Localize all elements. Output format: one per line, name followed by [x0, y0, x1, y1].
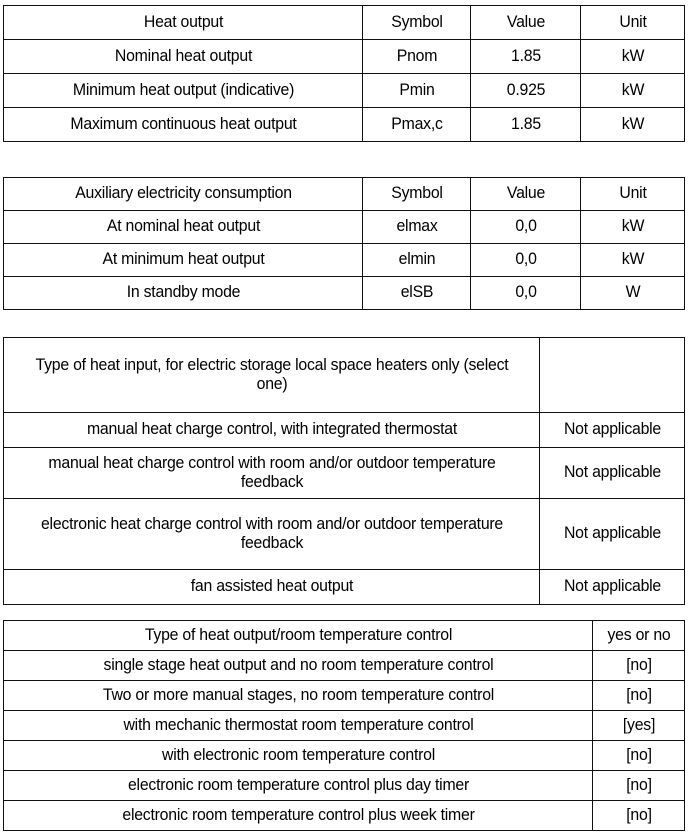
table-header-row: [4, 338, 685, 413]
row-answer: Not applicable: [542, 570, 681, 605]
auxiliary-electricity-table: [3, 177, 685, 310]
header-cell-yes-or-no: yes or no: [594, 621, 682, 651]
table-row: [4, 244, 685, 277]
row-label: single stage heat output and no room temperature control: [15, 651, 580, 681]
row-label: Minimum heat output (indicative): [11, 74, 356, 108]
row-label: fan assisted heat output: [14, 570, 529, 605]
row-label: Nominal heat output: [11, 40, 356, 74]
header-cell-symbol: Symbol: [365, 178, 469, 211]
table-row: [4, 211, 685, 244]
row-label: manual heat charge control, with integrated thermostat: [14, 413, 529, 448]
table-row: [4, 711, 685, 741]
row-label: with electronic room temperature control: [15, 741, 580, 771]
row-value: 1.85: [473, 40, 579, 74]
row-answer: [no]: [594, 771, 682, 801]
row-answer: [no]: [594, 651, 682, 681]
table-header-row: [4, 6, 685, 40]
table-row: [4, 570, 685, 605]
row-unit: kW: [583, 40, 683, 74]
header-cell-control-type: Type of heat output/room temperature control: [15, 621, 580, 651]
table-row: [4, 74, 685, 108]
row-answer: Not applicable: [542, 448, 681, 499]
row-answer: Not applicable: [542, 499, 681, 570]
header-cell-unit: Unit: [583, 178, 683, 211]
row-symbol: Pnom: [365, 40, 469, 74]
row-unit: W: [583, 277, 683, 310]
row-value: 0,0: [473, 244, 579, 277]
table-row: [4, 40, 685, 74]
row-symbol: Pmin: [365, 74, 469, 108]
row-label: At nominal heat output: [11, 211, 356, 244]
row-symbol: elSB: [365, 277, 469, 310]
table-row: [4, 277, 685, 310]
row-value: 0.925: [473, 74, 579, 108]
header-cell-unit: Unit: [583, 6, 683, 40]
row-symbol: Pmax,c: [365, 108, 469, 142]
row-label: electronic room temperature control plus week timer: [15, 801, 580, 831]
row-label: manual heat charge control with room and/or outdoor temperature feedback: [14, 448, 529, 499]
row-label: In standby mode: [11, 277, 356, 310]
row-label: Two or more manual stages, no room temperature control: [15, 681, 580, 711]
row-unit: kW: [583, 211, 683, 244]
table-row: [4, 499, 685, 570]
table-row: [4, 413, 685, 448]
row-answer: Not applicable: [542, 413, 681, 448]
header-cell-heat-input: Type of heat input, for electric storage local space heaters only (select one): [14, 338, 529, 413]
row-label: electronic room temperature control plus day timer: [15, 771, 580, 801]
header-cell-value: Value: [473, 6, 579, 40]
row-unit: kW: [583, 74, 683, 108]
row-unit: kW: [583, 244, 683, 277]
row-value: 1.85: [473, 108, 579, 142]
heat-output-table: [3, 5, 685, 142]
table-row: [4, 681, 685, 711]
table-row: [4, 771, 685, 801]
table-row: [4, 741, 685, 771]
header-cell-symbol: Symbol: [365, 6, 469, 40]
row-label: electronic heat charge control with room and/or outdoor temperature feedback: [14, 499, 529, 570]
header-cell-aux-electricity: Auxiliary electricity consumption: [11, 178, 356, 211]
table-row: [4, 108, 685, 142]
row-label: Maximum continuous heat output: [11, 108, 356, 142]
header-cell-value: Value: [473, 178, 579, 211]
row-unit: kW: [583, 108, 683, 142]
table-header-row: [4, 178, 685, 211]
row-value: 0,0: [473, 211, 579, 244]
row-symbol: elmax: [365, 211, 469, 244]
row-answer: [yes]: [594, 711, 682, 741]
row-value: 0,0: [473, 277, 579, 310]
row-label: At minimum heat output: [11, 244, 356, 277]
row-answer: [no]: [594, 801, 682, 831]
table-row: [4, 448, 685, 499]
table-row: [4, 651, 685, 681]
table-row: [4, 801, 685, 831]
header-cell-answer: [542, 338, 681, 413]
heat-input-type-table: [3, 337, 685, 605]
table-header-row: [4, 621, 685, 651]
row-answer: [no]: [594, 741, 682, 771]
row-symbol: elmin: [365, 244, 469, 277]
room-temperature-control-table: [3, 620, 685, 831]
row-label: with mechanic thermostat room temperature control: [15, 711, 580, 741]
header-cell-heat-output: Heat output: [11, 6, 356, 40]
row-answer: [no]: [594, 681, 682, 711]
